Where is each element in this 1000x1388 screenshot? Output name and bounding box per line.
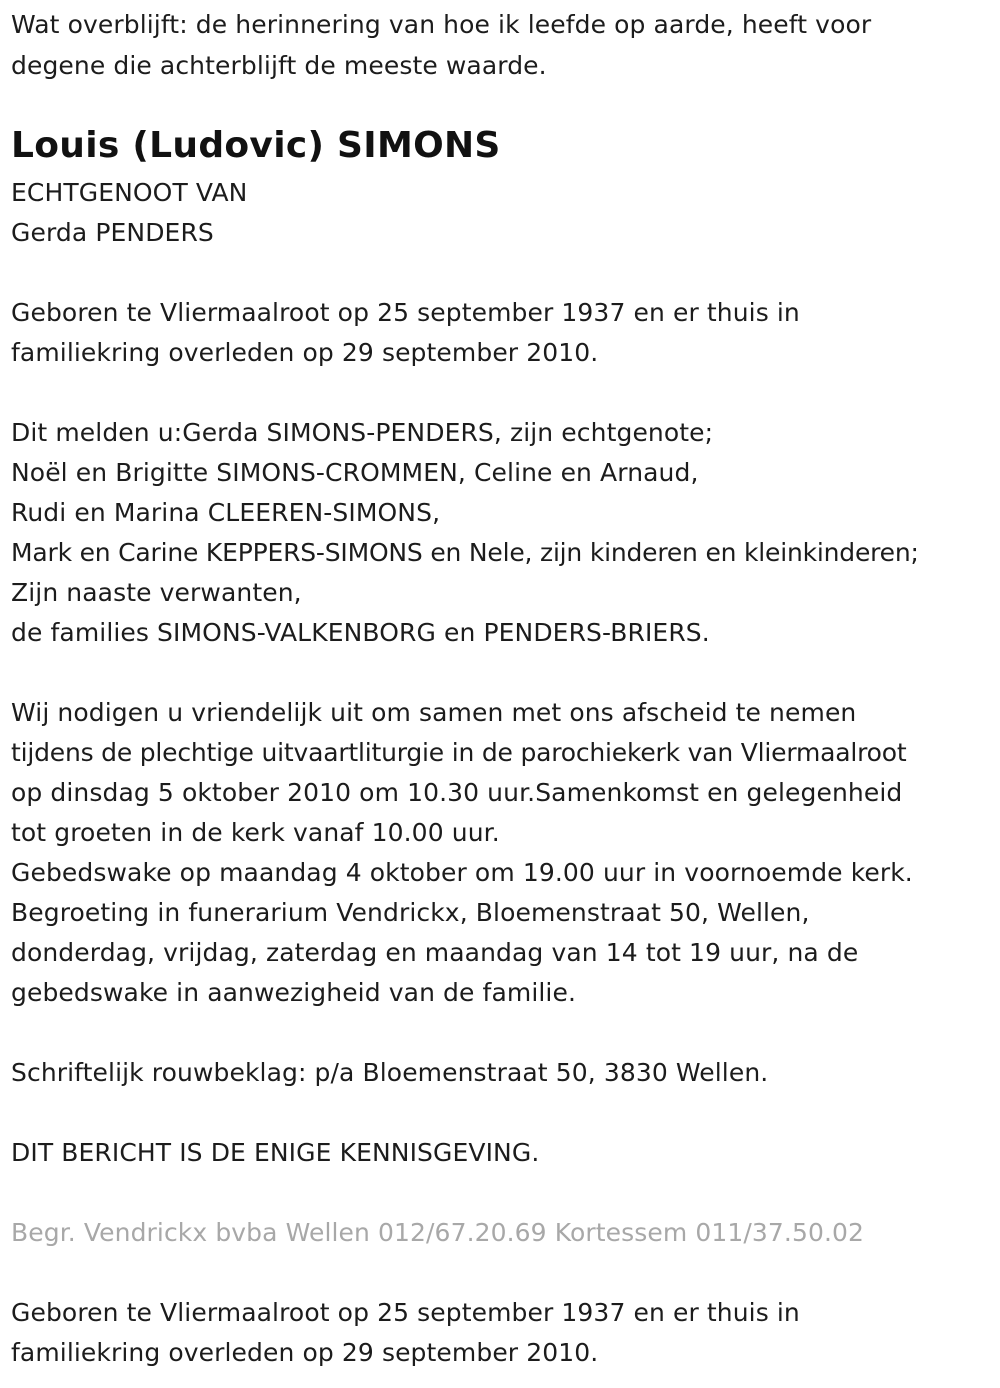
deceased-name: Louis (Ludovic) SIMONS bbox=[11, 125, 501, 166]
birth-death-line-1: Geboren te Vliermaalroot op 25 september 1937 en er thuis in bbox=[11, 298, 800, 327]
intro-quote-line-2: degene die achterblijft de meeste waarde. bbox=[11, 51, 547, 80]
funeral-home-contact: Begr. Vendrickx bvba Wellen 012/67.20.69 Kortessem 011/37.50.02 bbox=[11, 1218, 865, 1247]
spouse-name: Gerda PENDERS bbox=[11, 218, 214, 247]
ceremony-line-1: Wij nodigen u vriendelijk uit om samen met ons afscheid te nemen bbox=[11, 698, 857, 727]
relation-label: ECHTGENOOT VAN bbox=[11, 178, 248, 207]
family-line-6: de families SIMONS-VALKENBORG en PENDERS-BRIERS. bbox=[11, 618, 710, 647]
ceremony-line-2: tijdens de plechtige uitvaartliturgie in de parochiekerk van Vliermaalroot bbox=[11, 738, 907, 767]
family-line-3: Rudi en Marina CLEEREN-SIMONS, bbox=[11, 498, 441, 527]
ceremony-line-3: op dinsdag 5 oktober 2010 om 10.30 uur.Samenkomst en gelegenheid bbox=[11, 778, 903, 807]
condolence-address: Schriftelijk rouwbeklag: p/a Bloemenstraat 50, 3830 Wellen. bbox=[11, 1058, 769, 1087]
ceremony-line-8: gebedswake in aanwezigheid van de familie. bbox=[11, 978, 576, 1007]
ceremony-line-7: donderdag, vrijdag, zaterdag en maandag van 14 tot 19 uur, na de bbox=[11, 938, 859, 967]
ceremony-line-5: Gebedswake op maandag 4 oktober om 19.00 uur in voornoemde kerk. bbox=[11, 858, 913, 887]
family-line-1: Dit melden u:Gerda SIMONS-PENDERS, zijn echtgenote; bbox=[11, 418, 714, 447]
intro-quote-line-1: Wat overblijft: de herinnering van hoe ik leefde op aarde, heeft voor bbox=[11, 10, 872, 39]
ceremony-line-4: tot groeten in de kerk vanaf 10.00 uur. bbox=[11, 818, 500, 847]
family-line-2: Noël en Brigitte SIMONS-CROMMEN, Celine en Arnaud, bbox=[11, 458, 699, 487]
family-line-5: Zijn naaste verwanten, bbox=[11, 578, 302, 607]
family-line-4: Mark en Carine KEPPERS-SIMONS en Nele, zijn kinderen en kleinkinderen; bbox=[11, 538, 919, 567]
birth-death-repeat-line-1: Geboren te Vliermaalroot op 25 september 1937 en er thuis in bbox=[11, 1298, 800, 1327]
birth-death-repeat-line-2: familiekring overleden op 29 september 2010. bbox=[11, 1338, 599, 1367]
birth-death-line-2: familiekring overleden op 29 september 2010. bbox=[11, 338, 599, 367]
ceremony-line-6: Begroeting in funerarium Vendrickx, Bloemenstraat 50, Wellen, bbox=[11, 898, 810, 927]
notice-statement: DIT BERICHT IS DE ENIGE KENNISGEVING. bbox=[11, 1138, 540, 1167]
